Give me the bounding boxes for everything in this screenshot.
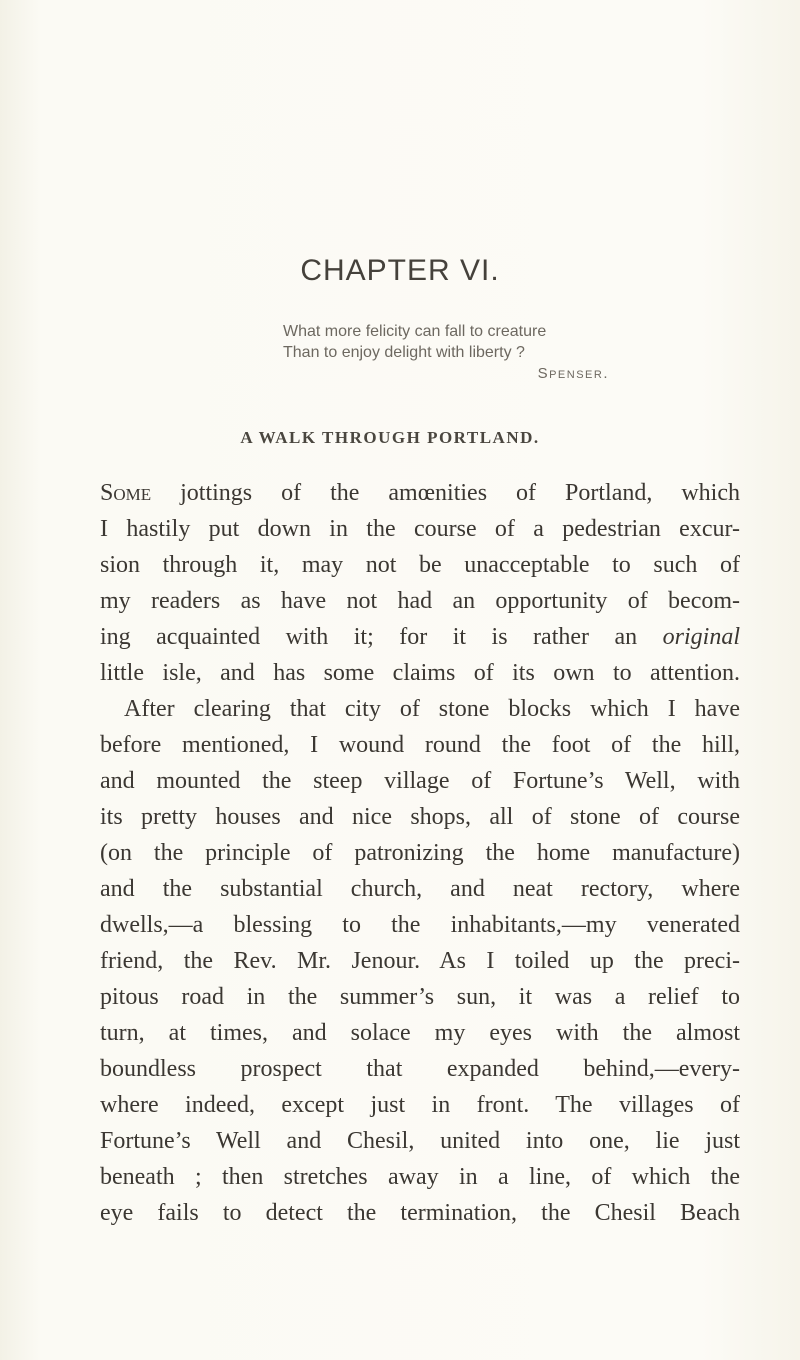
text-line: eye fails to detect the termination, the Chesil Beach xyxy=(100,1200,740,1226)
text-line: little isle, and has some claims of its own to attention. xyxy=(100,660,740,686)
epigraph-author: Spenser. xyxy=(537,365,609,382)
text-line: turn, at times, and solace my eyes with the almost xyxy=(100,1020,740,1046)
epigraph xyxy=(283,321,613,384)
text-line: its pretty houses and nice shops, all of stone of course xyxy=(100,804,740,830)
text-line: sion through it, may not be unacceptable to such of xyxy=(100,552,740,578)
text-line xyxy=(100,619,740,655)
text-line xyxy=(100,475,740,511)
text-line: where indeed, except just in front. The villages of xyxy=(100,1092,740,1118)
text-line: (on the principle of patronizing the home manufacture) xyxy=(100,840,740,866)
text-line: and the substantial church, and neat rectory, where xyxy=(100,876,740,902)
text-line: I hastily put down in the course of a pedestrian excur- xyxy=(100,516,740,542)
text-line: my readers as have not had an opportunity of becom- xyxy=(100,588,740,614)
text-line: pitous road in the summer’s sun, it was a relief to xyxy=(100,984,740,1010)
italic-word: original xyxy=(662,624,740,650)
text-line: beneath ; then stretches away in a line, of which the xyxy=(100,1164,740,1190)
text-line: dwells,—a blessing to the inhabitants,—my venerated xyxy=(100,912,740,938)
text-line: before mentioned, I wound round the foot of the hill, xyxy=(100,732,740,758)
epigraph-line-2: Than to enjoy delight with liberty ? xyxy=(283,344,525,361)
chapter-title: CHAPTER VI. xyxy=(300,254,500,287)
text-line-content: jottings of the amœnities of Portland, which xyxy=(151,480,740,506)
text-line: Fortune’s Well and Chesil, united into one, lie just xyxy=(100,1128,740,1154)
section-title: A WALK THROUGH PORTLAND. xyxy=(240,428,540,447)
body-text xyxy=(100,475,740,1231)
epigraph-line-1: What more felicity can fall to creature xyxy=(283,323,547,340)
text-line: friend, the Rev. Mr. Jenour. As I toiled up the preci- xyxy=(100,948,740,974)
text-line: boundless prospect that expanded behind,—every- xyxy=(100,1056,740,1082)
text-line-content: ing acquainted with it; for it is rather an xyxy=(100,624,663,650)
text-line: After clearing that city of stone blocks which I have xyxy=(124,696,740,722)
opening-word: Some xyxy=(100,480,152,506)
text-line: and mounted the steep village of Fortune’s Well, with xyxy=(100,768,740,794)
